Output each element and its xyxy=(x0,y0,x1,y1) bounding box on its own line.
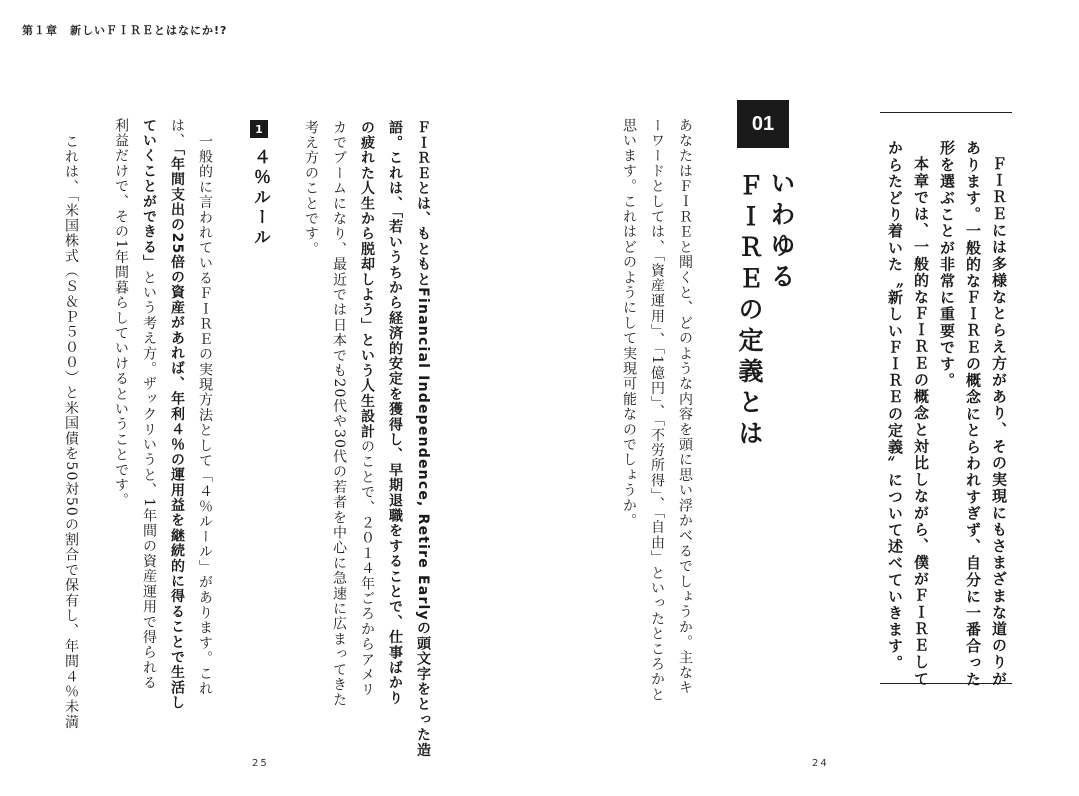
text-segment: という考え方。ザックリいうと、1年間の資産運用で得られる xyxy=(141,270,157,691)
text-segment: 語 xyxy=(387,120,403,136)
left-body-p2-line-1: 一般的に言われているＦＩＲＥの実現方法として「４％ルール」があります。これ xyxy=(197,134,213,697)
intro-line-3: 形を選ぶことが非常に重要です。 xyxy=(938,140,956,389)
left-body-p1-line-4: カでブームになり、最近では日本でも20代や30代の若者を中心に急速に広まってきた xyxy=(331,120,347,708)
intro-line-1: ＦＩＲＥには多様なとらえ方があり、その実現にもさまざまな道のりが xyxy=(990,156,1008,688)
intro-line-5: からたどり着いた〝新しいＦＩＲＥの定義〟について述べていきます。 xyxy=(886,140,904,672)
text-segment: ていくことができる」 xyxy=(141,118,157,270)
left-body-p1-line-2 xyxy=(386,120,404,706)
text-segment: は、 xyxy=(169,118,185,149)
intro-line-4: 本章では、一般的なＦＩＲＥの概念と対比しながら、僕がＦＩＲＥして xyxy=(912,156,930,688)
left-body-p1-line-5: 考え方のことです。 xyxy=(303,120,319,257)
section-number-badge xyxy=(737,100,789,148)
left-body-p2-line-5: これは、「米国株式（Ｓ＆Ｐ５００）と米国債を50対50の割合で保有し、年間４％未満 xyxy=(63,134,79,730)
page-number-right: 24 xyxy=(812,758,829,769)
fire-definition-text: ＦＩＲＥとは、もともとFinancial Independence, Retire Earlyの頭文字をとった造 xyxy=(415,120,431,758)
left-body-p1-line-3 xyxy=(358,120,376,698)
section-title-line-2: ＦＩＲＥの定義とは xyxy=(735,172,764,451)
intro-line-2: あります。一般的なＦＩＲＥの概念にとらわれすぎず、自分に一番合った xyxy=(964,140,982,688)
chapter-header: 第１章 新しいＦＩＲＥとはなにか!? xyxy=(22,24,228,37)
text-segment: の疲れた人生から脱却しよう」という人生設計 xyxy=(359,120,375,440)
left-body-p1-line-1 xyxy=(414,120,432,758)
right-body-line-1: あなたはＦＩＲＥと聞くと、どのような内容を頭に思い浮かべるでしょうか。主なキ xyxy=(677,118,693,696)
subsection-number-badge xyxy=(250,120,268,138)
text-segment: 。これは、「若いうちから経済的安定を獲得し、早期退職をすることで、仕事ばかり xyxy=(387,135,403,706)
left-body-p2-line-4: 利益だけで、その1年間暮らしていけるということです。 xyxy=(113,118,129,509)
left-body-p2-line-2 xyxy=(168,118,186,711)
text-segment: のことで、２０１４年ごろからアメリ xyxy=(359,439,375,698)
right-body-line-3: 思います。これはどのようにして実現可能なのでしょうか。 xyxy=(621,118,637,529)
left-body-p2-line-3 xyxy=(140,118,158,691)
intro-top-rule xyxy=(880,112,1012,113)
subsection-title: ４％ルール xyxy=(250,148,270,248)
section-number: 01 xyxy=(751,112,775,135)
right-body-line-2: ーワードとしては、「資産運用」、「1億円」、「不労所得」、「自由」といったところかと xyxy=(649,118,665,703)
text-segment: 「年間支出の25倍の資産があれば、年利４％の運用益を継続的に得ることで生活し xyxy=(169,148,185,711)
page-number-left: 25 xyxy=(252,758,269,769)
subsection-number: 1 xyxy=(255,122,263,136)
section-title-line-1: いわゆる xyxy=(767,170,796,294)
